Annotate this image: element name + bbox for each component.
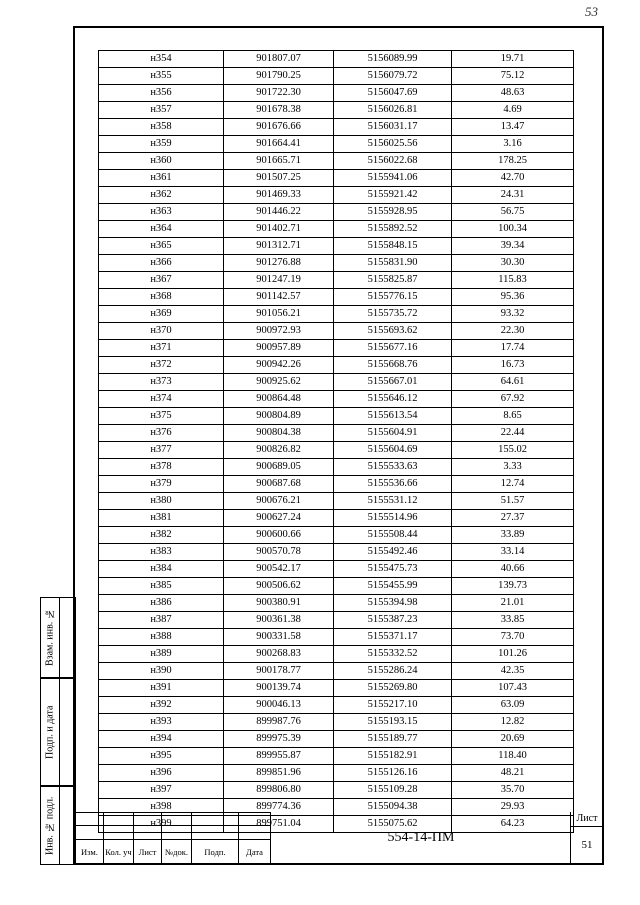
cell-distance: 20.69 [452, 731, 574, 748]
cell-y-coordinate: 5155921.42 [334, 187, 452, 204]
table-row [99, 595, 574, 612]
table-row [99, 459, 574, 476]
cell-x-coordinate: 900826.82 [224, 442, 334, 459]
table-row [99, 391, 574, 408]
header-izm: Изм. [76, 840, 104, 864]
coordinates-table-body [99, 51, 574, 833]
cell-y-coordinate: 5156079.72 [334, 68, 452, 85]
table-row [99, 493, 574, 510]
cell-point-id: н384 [99, 561, 224, 578]
cell-point-id: н361 [99, 170, 224, 187]
cell-x-coordinate: 900139.74 [224, 680, 334, 697]
table-row [99, 170, 574, 187]
cell-y-coordinate: 5155928.95 [334, 204, 452, 221]
document-code: 554-14-ПМ [270, 812, 571, 863]
table-row [99, 306, 574, 323]
cell-distance: 22.30 [452, 323, 574, 340]
cell-point-id: н377 [99, 442, 224, 459]
cell-y-coordinate: 5155193.15 [334, 714, 452, 731]
cell-point-id: н391 [99, 680, 224, 697]
cell-x-coordinate: 899987.76 [224, 714, 334, 731]
cell-point-id: н380 [99, 493, 224, 510]
cell-y-coordinate: 5155693.62 [334, 323, 452, 340]
cell-distance: 101.26 [452, 646, 574, 663]
cell-y-coordinate: 5155941.06 [334, 170, 452, 187]
cell-x-coordinate: 901722.30 [224, 85, 334, 102]
cell-point-id: н389 [99, 646, 224, 663]
cell-x-coordinate: 901790.25 [224, 68, 334, 85]
cell-x-coordinate: 900942.26 [224, 357, 334, 374]
cell-distance: 17.74 [452, 340, 574, 357]
cell-point-id: н369 [99, 306, 224, 323]
cell-distance: 27.37 [452, 510, 574, 527]
cell-point-id: н356 [99, 85, 224, 102]
cell-x-coordinate: 900380.91 [224, 595, 334, 612]
cell-distance: 64.61 [452, 374, 574, 391]
coordinates-table [98, 50, 574, 833]
cell-y-coordinate: 5155126.16 [334, 765, 452, 782]
cell-distance: 64.23 [452, 816, 574, 833]
cell-y-coordinate: 5155604.69 [334, 442, 452, 459]
cell-distance: 3.33 [452, 459, 574, 476]
table-row [99, 442, 574, 459]
cell-y-coordinate: 5155217.10 [334, 697, 452, 714]
cell-x-coordinate: 901665.71 [224, 153, 334, 170]
table-row [99, 697, 574, 714]
cell-point-id: н355 [99, 68, 224, 85]
table-row [99, 85, 574, 102]
cell-point-id: н395 [99, 748, 224, 765]
cell-point-id: н366 [99, 255, 224, 272]
cell-distance: 39.34 [452, 238, 574, 255]
side-label-replacement: Взам. инв. № [44, 608, 56, 667]
table-row [99, 544, 574, 561]
table-row [99, 748, 574, 765]
table-row [99, 68, 574, 85]
cell-point-id: н387 [99, 612, 224, 629]
cell-y-coordinate: 5155387.23 [334, 612, 452, 629]
cell-point-id: н390 [99, 663, 224, 680]
cell-distance: 155.02 [452, 442, 574, 459]
cell-distance: 19.71 [452, 51, 574, 68]
cell-point-id: н381 [99, 510, 224, 527]
table-row [99, 782, 574, 799]
cell-distance: 178.25 [452, 153, 574, 170]
title-block [75, 812, 602, 863]
cell-point-id: н359 [99, 136, 224, 153]
table-row [99, 646, 574, 663]
cell-distance: 93.32 [452, 306, 574, 323]
cell-x-coordinate: 901664.41 [224, 136, 334, 153]
sheet-label: Лист [571, 812, 603, 827]
cell-point-id: н365 [99, 238, 224, 255]
header-data: Дата [239, 840, 271, 864]
cell-distance: 13.47 [452, 119, 574, 136]
cell-point-id: н360 [99, 153, 224, 170]
cell-x-coordinate: 900687.68 [224, 476, 334, 493]
cell-y-coordinate: 5155371.17 [334, 629, 452, 646]
cell-point-id: н378 [99, 459, 224, 476]
side-label-inventory: Инв. № подл. [44, 796, 56, 855]
cell-y-coordinate: 5156022.68 [334, 153, 452, 170]
cell-distance: 12.82 [452, 714, 574, 731]
cell-distance: 115.83 [452, 272, 574, 289]
table-row [99, 510, 574, 527]
cell-x-coordinate: 900506.62 [224, 578, 334, 595]
cell-x-coordinate: 900046.13 [224, 697, 334, 714]
table-row [99, 374, 574, 391]
table-row [99, 765, 574, 782]
cell-x-coordinate: 901676.66 [224, 119, 334, 136]
cell-y-coordinate: 5155677.16 [334, 340, 452, 357]
cell-point-id: н388 [99, 629, 224, 646]
cell-x-coordinate: 901678.38 [224, 102, 334, 119]
cell-point-id: н364 [99, 221, 224, 238]
cell-x-coordinate: 900972.93 [224, 323, 334, 340]
cell-point-id: н379 [99, 476, 224, 493]
cell-point-id: н397 [99, 782, 224, 799]
cell-point-id: н383 [99, 544, 224, 561]
table-row [99, 561, 574, 578]
cell-y-coordinate: 5155394.98 [334, 595, 452, 612]
cell-point-id: н393 [99, 714, 224, 731]
cell-x-coordinate: 899955.87 [224, 748, 334, 765]
table-row [99, 221, 574, 238]
cell-point-id: н370 [99, 323, 224, 340]
cell-x-coordinate: 901807.07 [224, 51, 334, 68]
cell-y-coordinate: 5155646.12 [334, 391, 452, 408]
cell-point-id: н399 [99, 816, 224, 833]
title-block-revision-grid [75, 812, 271, 864]
cell-distance: 30.30 [452, 255, 574, 272]
table-row [99, 408, 574, 425]
cell-distance: 35.70 [452, 782, 574, 799]
cell-x-coordinate: 900804.89 [224, 408, 334, 425]
cell-y-coordinate: 5155536.66 [334, 476, 452, 493]
cell-x-coordinate: 900268.83 [224, 646, 334, 663]
cell-point-id: н371 [99, 340, 224, 357]
side-label-signature: Подп. и дата [44, 705, 56, 759]
cell-x-coordinate: 900178.77 [224, 663, 334, 680]
cell-distance: 75.12 [452, 68, 574, 85]
header-list: Лист [134, 840, 162, 864]
cell-y-coordinate: 5155668.76 [334, 357, 452, 374]
cell-x-coordinate: 899806.80 [224, 782, 334, 799]
sheet-number: 51 [581, 838, 593, 851]
sheet-box [570, 812, 603, 863]
table-row [99, 578, 574, 595]
cell-x-coordinate: 900542.17 [224, 561, 334, 578]
cell-distance: 48.21 [452, 765, 574, 782]
cell-x-coordinate: 900864.48 [224, 391, 334, 408]
cell-distance: 33.14 [452, 544, 574, 561]
cell-distance: 48.63 [452, 85, 574, 102]
table-row [99, 102, 574, 119]
cell-x-coordinate: 900600.66 [224, 527, 334, 544]
header-podp: Подп. [192, 840, 239, 864]
cell-y-coordinate: 5155831.90 [334, 255, 452, 272]
cell-point-id: н396 [99, 765, 224, 782]
cell-distance: 33.85 [452, 612, 574, 629]
cell-y-coordinate: 5156047.69 [334, 85, 452, 102]
cell-point-id: н357 [99, 102, 224, 119]
cell-point-id: н373 [99, 374, 224, 391]
cell-distance: 42.35 [452, 663, 574, 680]
cell-y-coordinate: 5155892.52 [334, 221, 452, 238]
side-strip-replacement [40, 597, 76, 678]
cell-x-coordinate: 900570.78 [224, 544, 334, 561]
table-row [99, 119, 574, 136]
cell-point-id: н362 [99, 187, 224, 204]
cell-distance: 95.36 [452, 289, 574, 306]
table-row [99, 204, 574, 221]
cell-y-coordinate: 5155604.91 [334, 425, 452, 442]
cell-distance: 139.73 [452, 578, 574, 595]
table-row [99, 612, 574, 629]
cell-distance: 63.09 [452, 697, 574, 714]
cell-y-coordinate: 5155533.63 [334, 459, 452, 476]
cell-distance: 21.01 [452, 595, 574, 612]
table-row [99, 527, 574, 544]
table-row [99, 357, 574, 374]
cell-x-coordinate: 900689.05 [224, 459, 334, 476]
cell-point-id: н382 [99, 527, 224, 544]
table-row [99, 255, 574, 272]
table-row [99, 136, 574, 153]
cell-y-coordinate: 5155286.24 [334, 663, 452, 680]
cell-y-coordinate: 5155825.87 [334, 272, 452, 289]
cell-y-coordinate: 5155848.15 [334, 238, 452, 255]
cell-y-coordinate: 5156031.17 [334, 119, 452, 136]
cell-y-coordinate: 5156026.81 [334, 102, 452, 119]
table-row [99, 187, 574, 204]
cell-point-id: н354 [99, 51, 224, 68]
cell-distance: 4.69 [452, 102, 574, 119]
cell-distance: 8.65 [452, 408, 574, 425]
cell-x-coordinate: 900361.38 [224, 612, 334, 629]
cell-x-coordinate: 901446.22 [224, 204, 334, 221]
cell-y-coordinate: 5155094.38 [334, 799, 452, 816]
cell-point-id: н358 [99, 119, 224, 136]
cell-y-coordinate: 5155613.54 [334, 408, 452, 425]
cell-distance: 42.70 [452, 170, 574, 187]
cell-x-coordinate: 899751.04 [224, 816, 334, 833]
cell-point-id: н372 [99, 357, 224, 374]
cell-distance: 118.40 [452, 748, 574, 765]
cell-distance: 73.70 [452, 629, 574, 646]
table-row [99, 663, 574, 680]
table-row [99, 289, 574, 306]
cell-distance: 67.92 [452, 391, 574, 408]
cell-x-coordinate: 900627.24 [224, 510, 334, 527]
cell-y-coordinate: 5155531.12 [334, 493, 452, 510]
cell-x-coordinate: 900804.38 [224, 425, 334, 442]
cell-y-coordinate: 5155492.46 [334, 544, 452, 561]
cell-point-id: н368 [99, 289, 224, 306]
cell-distance: 100.34 [452, 221, 574, 238]
cell-point-id: н363 [99, 204, 224, 221]
cell-y-coordinate: 5155514.96 [334, 510, 452, 527]
table-row [99, 340, 574, 357]
cell-distance: 12.74 [452, 476, 574, 493]
table-row [99, 476, 574, 493]
cell-y-coordinate: 5155075.62 [334, 816, 452, 833]
cell-x-coordinate: 900925.62 [224, 374, 334, 391]
side-strip-inventory [40, 786, 76, 865]
table-row [99, 323, 574, 340]
cell-distance: 107.43 [452, 680, 574, 697]
cell-y-coordinate: 5155109.28 [334, 782, 452, 799]
table-row [99, 51, 574, 68]
cell-x-coordinate: 901247.19 [224, 272, 334, 289]
cell-distance: 33.89 [452, 527, 574, 544]
table-row [99, 153, 574, 170]
cell-y-coordinate: 5155269.80 [334, 680, 452, 697]
cell-distance: 24.31 [452, 187, 574, 204]
table-row [99, 714, 574, 731]
cell-y-coordinate: 5155455.99 [334, 578, 452, 595]
cell-point-id: н374 [99, 391, 224, 408]
cell-point-id: н367 [99, 272, 224, 289]
cell-x-coordinate: 900331.58 [224, 629, 334, 646]
table-row [99, 629, 574, 646]
cell-point-id: н392 [99, 697, 224, 714]
cell-point-id: н394 [99, 731, 224, 748]
cell-y-coordinate: 5155508.44 [334, 527, 452, 544]
cell-distance: 29.93 [452, 799, 574, 816]
cell-x-coordinate: 901402.71 [224, 221, 334, 238]
cell-x-coordinate: 901056.21 [224, 306, 334, 323]
header-ndok: №док. [162, 840, 192, 864]
cell-distance: 16.73 [452, 357, 574, 374]
table-row [99, 238, 574, 255]
cell-x-coordinate: 901142.57 [224, 289, 334, 306]
header-kol-uch: Кол. уч [104, 840, 134, 864]
cell-x-coordinate: 899851.96 [224, 765, 334, 782]
cell-y-coordinate: 5155332.52 [334, 646, 452, 663]
cell-y-coordinate: 5155189.77 [334, 731, 452, 748]
table-row [99, 680, 574, 697]
cell-distance: 56.75 [452, 204, 574, 221]
cell-y-coordinate: 5155776.15 [334, 289, 452, 306]
cell-x-coordinate: 901469.33 [224, 187, 334, 204]
cell-x-coordinate: 900676.21 [224, 493, 334, 510]
cell-y-coordinate: 5155735.72 [334, 306, 452, 323]
cell-y-coordinate: 5156089.99 [334, 51, 452, 68]
cell-point-id: н376 [99, 425, 224, 442]
cell-point-id: н385 [99, 578, 224, 595]
cell-x-coordinate: 901276.88 [224, 255, 334, 272]
cell-x-coordinate: 900957.89 [224, 340, 334, 357]
cell-distance: 3.16 [452, 136, 574, 153]
cell-distance: 51.57 [452, 493, 574, 510]
cell-point-id: н398 [99, 799, 224, 816]
cell-point-id: н375 [99, 408, 224, 425]
cell-point-id: н386 [99, 595, 224, 612]
table-row [99, 425, 574, 442]
cell-y-coordinate: 5156025.56 [334, 136, 452, 153]
table-row [99, 272, 574, 289]
cell-y-coordinate: 5155475.73 [334, 561, 452, 578]
cell-x-coordinate: 899774.36 [224, 799, 334, 816]
cell-y-coordinate: 5155182.91 [334, 748, 452, 765]
table-row [99, 731, 574, 748]
cell-x-coordinate: 899975.39 [224, 731, 334, 748]
cell-y-coordinate: 5155667.01 [334, 374, 452, 391]
cell-distance: 40.66 [452, 561, 574, 578]
cell-x-coordinate: 901312.71 [224, 238, 334, 255]
cell-distance: 22.44 [452, 425, 574, 442]
cell-x-coordinate: 901507.25 [224, 170, 334, 187]
handwritten-page-number: 53 [585, 4, 598, 19]
side-strip-signature [40, 678, 76, 786]
